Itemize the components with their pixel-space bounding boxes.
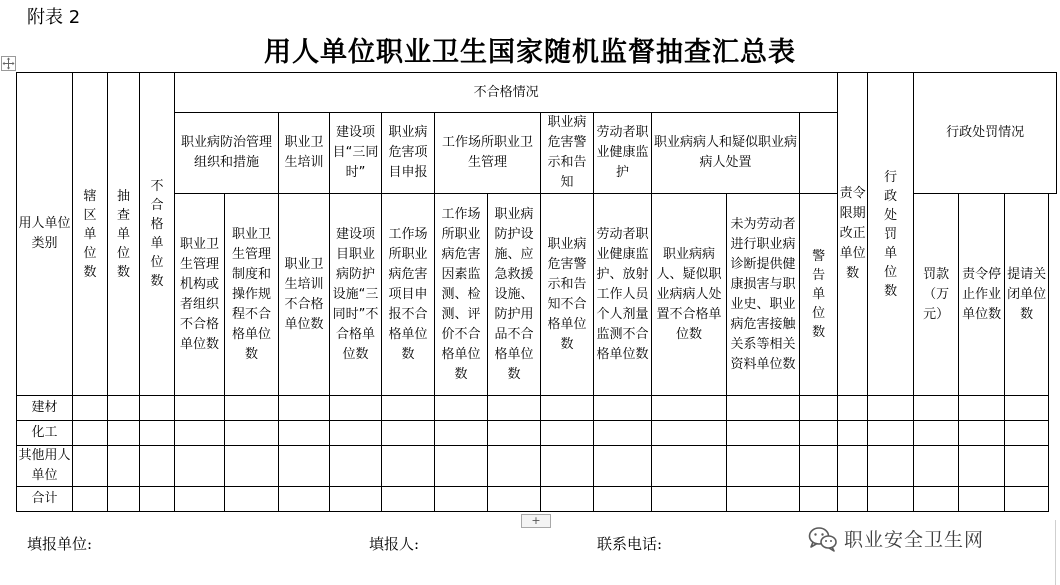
table-cell[interactable]: [382, 446, 435, 487]
row-label-other-employers: 其他用人单位: [17, 446, 73, 487]
table-cell[interactable]: [800, 421, 838, 446]
table-cell[interactable]: [225, 487, 279, 512]
header-inspected-units: 抽查单位数: [108, 73, 140, 396]
table-cell[interactable]: [225, 396, 279, 421]
sub-hazard-report: 工作场所职业病危害项目申报不合格单位数: [382, 194, 435, 396]
table-row: [17, 396, 1057, 421]
row-label-total: 合计: [17, 487, 73, 512]
sub-training: 职业卫生培训不合格单位数: [279, 194, 330, 396]
header-rectify-units: 责令限期改正单位数: [838, 73, 868, 396]
table-cell[interactable]: [1005, 446, 1049, 487]
table-cell[interactable]: [959, 396, 1005, 421]
table-cell[interactable]: [279, 396, 330, 421]
table-cell[interactable]: [838, 446, 868, 487]
sub-diagnosis-materials: 未为劳动者进行职业病诊断提供健康损害与职业史、职业病危害接触关系等相关资料单位数: [727, 194, 800, 396]
table-cell[interactable]: [652, 421, 727, 446]
table-cell[interactable]: [140, 487, 175, 512]
table-cell[interactable]: [330, 446, 382, 487]
table-row: [17, 421, 1057, 446]
table-cell[interactable]: [652, 396, 727, 421]
table-cell[interactable]: [488, 487, 541, 512]
table-cell[interactable]: [800, 446, 838, 487]
table-cell[interactable]: [73, 446, 108, 487]
table-cell[interactable]: [382, 487, 435, 512]
header-noncompliant-units: 不合格单位数: [140, 73, 175, 396]
table-cell[interactable]: [330, 396, 382, 421]
table-cell[interactable]: [488, 446, 541, 487]
table-cell[interactable]: [1005, 421, 1049, 446]
move-arrows-icon: [2, 57, 15, 70]
table-cell[interactable]: [959, 446, 1005, 487]
table-cell[interactable]: [330, 487, 382, 512]
table-cell[interactable]: [279, 421, 330, 446]
table-cell[interactable]: [225, 446, 279, 487]
table-cell[interactable]: [541, 421, 594, 446]
sub-three-simultaneous: 建设项目职业病防护设施“三同时”不合格单位数: [330, 194, 382, 396]
table-cell[interactable]: [594, 446, 652, 487]
table-cell[interactable]: [594, 421, 652, 446]
header-hazard-report: 职业病危害项目申报: [382, 113, 435, 194]
header-category: 用人单位类别: [17, 73, 73, 396]
sub-org-rules: 职业卫生管理制度和操作规程不合格单位数: [225, 194, 279, 396]
table-cell[interactable]: [435, 487, 488, 512]
sub-org-structure: 职业卫生管理机构或者组织不合格单位数: [175, 194, 225, 396]
header-noncompliance-group: 不合格情况: [175, 73, 838, 113]
table-cell[interactable]: [1005, 396, 1049, 421]
sub-close-units: 提请关闭单位数: [1005, 194, 1049, 396]
table-cell[interactable]: [279, 487, 330, 512]
table-cell[interactable]: [594, 487, 652, 512]
table-cell[interactable]: [435, 446, 488, 487]
footer-phone-label: 联系电话:: [597, 535, 663, 553]
table-cell[interactable]: [914, 421, 959, 446]
table-cell[interactable]: [727, 396, 800, 421]
watermark-text: 职业安全卫生网: [844, 529, 985, 551]
table-cell[interactable]: [652, 487, 727, 512]
row-label-chemical: 化工: [17, 421, 73, 446]
table-cell[interactable]: [175, 396, 225, 421]
table-cell[interactable]: [488, 421, 541, 446]
table-cell[interactable]: [140, 421, 175, 446]
table-cell[interactable]: [73, 396, 108, 421]
header-org-measures: 职业病防治管理组织和措施: [175, 113, 279, 194]
add-row-button[interactable]: +: [521, 514, 551, 528]
table-cell[interactable]: [140, 396, 175, 421]
page-edge-divider: [1055, 520, 1056, 585]
table-cell[interactable]: [800, 487, 838, 512]
table-cell[interactable]: [838, 396, 868, 421]
table-cell[interactable]: [838, 421, 868, 446]
sub-suspend-units: 责令停止作业单位数: [959, 194, 1005, 396]
header-admin-penalty-units: 行政处罚单位数: [868, 73, 914, 396]
table-cell[interactable]: [175, 487, 225, 512]
table-cell[interactable]: [541, 487, 594, 512]
header-district-units: 辖区单位数: [73, 73, 108, 396]
table-cell[interactable]: [175, 421, 225, 446]
table-cell[interactable]: [382, 421, 435, 446]
table-cell[interactable]: [727, 487, 800, 512]
page-title: 用人单位职业卫生国家随机监督抽查汇总表: [264, 37, 796, 68]
table-cell[interactable]: [838, 487, 868, 512]
sub-workplace-monitoring: 工作场所职业病危害因素监测、检测、评价不合格单位数: [435, 194, 488, 396]
table-row: [17, 487, 1057, 512]
table-cell[interactable]: [868, 396, 914, 421]
footer-unit-label: 填报单位:: [27, 535, 93, 553]
table-cell[interactable]: [108, 487, 140, 512]
table-cell[interactable]: [959, 487, 1005, 512]
sub-warning-units: 警告单位数: [800, 194, 838, 396]
table-cell[interactable]: [541, 446, 594, 487]
summary-table: [16, 72, 1057, 512]
table-move-handle[interactable]: [1, 56, 16, 71]
attachment-label: 附表 2: [27, 7, 81, 28]
table-cell[interactable]: [435, 421, 488, 446]
table-cell[interactable]: [914, 396, 959, 421]
table-cell[interactable]: [594, 396, 652, 421]
header-penalty-group: 行政处罚情况: [914, 73, 1057, 194]
table-row: [17, 446, 1057, 487]
table-cell[interactable]: [382, 396, 435, 421]
table-cell[interactable]: [175, 446, 225, 487]
header-health-surveillance: 劳动者职业健康监护: [594, 113, 652, 194]
footer-person-label: 填报人:: [369, 535, 420, 553]
header-workplace-management: 工作场所职业卫生管理: [435, 113, 541, 194]
table-cell[interactable]: [140, 446, 175, 487]
table-cell[interactable]: [108, 396, 140, 421]
header-training: 职业卫生培训: [279, 113, 330, 194]
table-cell[interactable]: [225, 421, 279, 446]
header-patient-handling: 职业病病人和疑似职业病病人处置: [652, 113, 800, 194]
row-label-building-materials: 建材: [17, 396, 73, 421]
table-cell[interactable]: [435, 396, 488, 421]
sub-health-surveillance: 劳动者职业健康监护、放射工作人员个人剂量监测不合格单位数: [594, 194, 652, 396]
sub-workplace-protection: 职业病防护设施、应急救援设施、防护用品不合格单位数: [488, 194, 541, 396]
sub-fine: 罚款（万元）: [914, 194, 959, 396]
table-cell[interactable]: [652, 446, 727, 487]
header-three-simultaneous: 建设项目“三同时”: [330, 113, 382, 194]
table-cell[interactable]: [541, 396, 594, 421]
table-cell[interactable]: [868, 421, 914, 446]
table-cell[interactable]: [914, 487, 959, 512]
table-cell[interactable]: [108, 421, 140, 446]
table-cell[interactable]: [868, 487, 914, 512]
table-cell[interactable]: [959, 421, 1005, 446]
table-cell[interactable]: [1005, 487, 1049, 512]
table-cell[interactable]: [868, 446, 914, 487]
table-cell[interactable]: [108, 446, 140, 487]
table-cell[interactable]: [914, 446, 959, 487]
table-cell[interactable]: [279, 446, 330, 487]
sub-patient-handling: 职业病病人、疑似职业病病人处置不合格单位数: [652, 194, 727, 396]
table-cell[interactable]: [330, 421, 382, 446]
table-cell[interactable]: [73, 487, 108, 512]
table-cell[interactable]: [727, 421, 800, 446]
watermark: [808, 525, 984, 552]
table-cell[interactable]: [800, 396, 838, 421]
table-cell[interactable]: [727, 446, 800, 487]
table-cell[interactable]: [488, 396, 541, 421]
header-warning-notice: 职业病危害警示和告知: [541, 113, 594, 194]
sub-warning-notice: 职业病危害警示和告知不合格单位数: [541, 194, 594, 396]
wechat-icon: [808, 526, 838, 552]
table-cell[interactable]: [73, 421, 108, 446]
